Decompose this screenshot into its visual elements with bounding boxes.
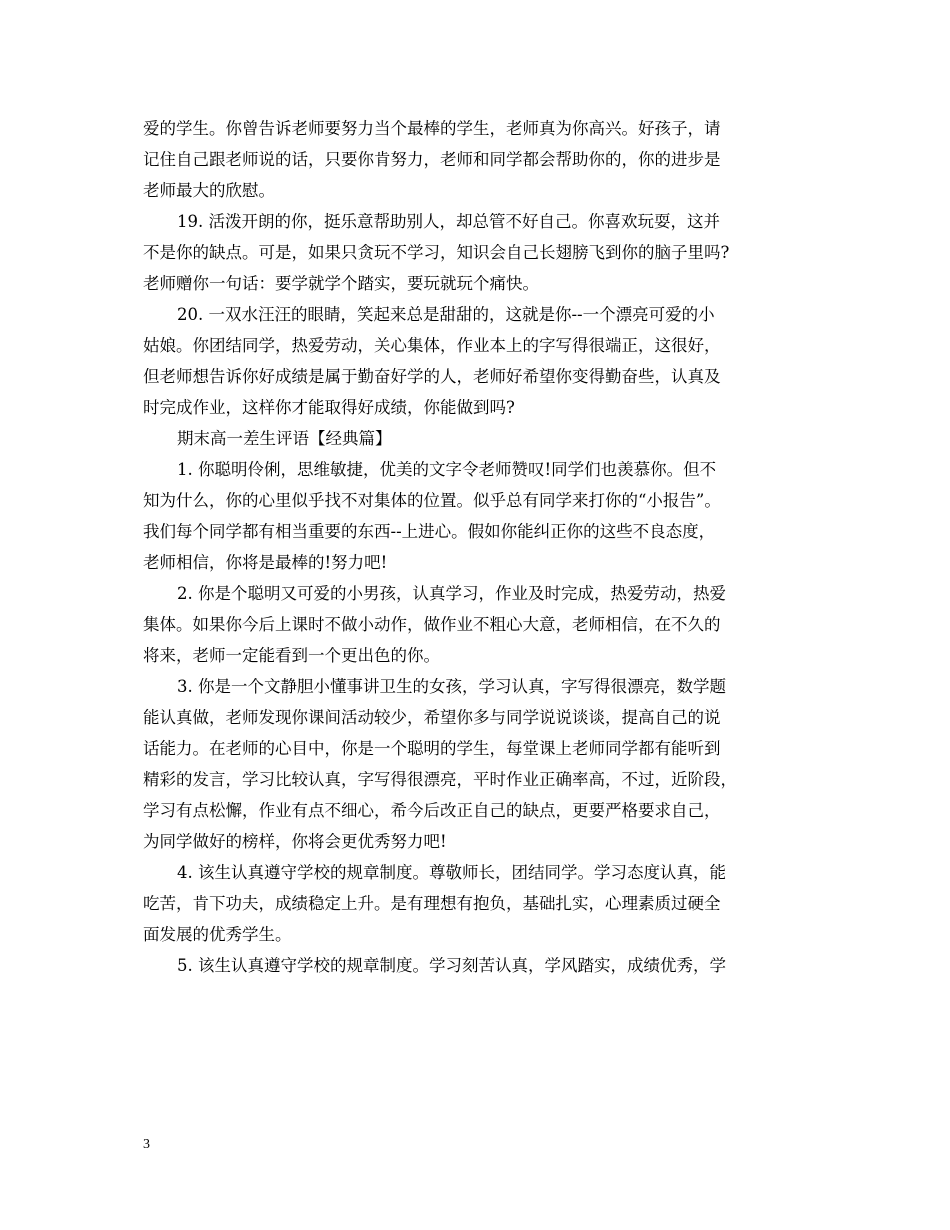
text-line: 2. 你是个聪明又可爱的小男孩，认真学习，作业及时完成，热爱劳动，热爱 bbox=[177, 584, 726, 603]
page-number: 3 bbox=[143, 1137, 150, 1152]
text-line: 不是你的缺点。可是，如果只贪玩不学习，知识会自己长翅膀飞到你的脑子里吗? bbox=[143, 243, 730, 262]
text-line: 精彩的发言，学习比较认真，字写得很漂亮，平时作业正确率高，不过，近阶段， bbox=[143, 770, 737, 789]
text-line: 姑娘。你团结同学，热爱劳动，关心集体，作业本上的字写得很端正，这很好， bbox=[143, 336, 721, 355]
text-line: 将来，老师一定能看到一个更出色的你。 bbox=[143, 646, 440, 665]
text-line: 爱的学生。你曾告诉老师要努力当个最棒的学生，老师真为你高兴。好孩子，请 bbox=[143, 119, 721, 138]
text-line: 为同学做好的榜样，你将会更优秀努力吧! bbox=[143, 832, 447, 851]
text-line: 老师相信，你将是最棒的!努力吧! bbox=[143, 553, 388, 572]
text-line: 集体。如果你今后上课时不做小动作，做作业不粗心大意，老师相信，在不久的 bbox=[143, 615, 721, 634]
text-line: 1. 你聪明伶俐，思维敏捷，优美的文字令老师赞叹!同学们也羡慕你。但不 bbox=[177, 460, 717, 479]
text-line: 20. 一双水汪汪的眼睛，笑起来总是甜甜的，这就是你--一个漂亮可爱的小 bbox=[177, 305, 715, 324]
text-line: 3. 你是一个文静胆小懂事讲卫生的女孩，学习认真，字写得很漂亮，数学题 bbox=[177, 677, 726, 696]
text-line: 话能力。在老师的心目中，你是一个聪明的学生，每堂课上老师同学都有能听到 bbox=[143, 739, 721, 758]
text-line: 知为什么，你的心里似乎找不对集体的位置。似乎总有同学来打你的“小报告”。 bbox=[143, 491, 721, 510]
text-line: 记住自己跟老师说的话，只要你肯努力，老师和同学都会帮助你的，你的进步是 bbox=[143, 150, 721, 169]
text-line: 老师赠你一句话：要学就学个踏实，要玩就玩个痛快。 bbox=[143, 274, 539, 293]
text-line: 5. 该生认真遵守学校的规章制度。学习刻苦认真，学风踏实，成绩优秀，学 bbox=[177, 956, 726, 975]
text-line: 19. 活泼开朗的你，挺乐意帮助别人，却总管不好自己。你喜欢玩耍，这并 bbox=[177, 212, 720, 231]
text-line: 学习有点松懈，作业有点不细心，希今后改正自己的缺点，更要严格要求自己， bbox=[143, 801, 721, 820]
text-line: 吃苦，肯下功夫，成绩稳定上升。是有理想有抱负，基础扎实，心理素质过硬全 bbox=[143, 894, 721, 913]
text-line: 我们每个同学都有相当重要的东西--上进心。假如你能纠正你的这些不良态度， bbox=[143, 522, 716, 541]
text-line: 时完成作业，这样你才能取得好成绩，你能做到吗? bbox=[143, 398, 515, 417]
text-line: 期末高一差生评语【经典篇】 bbox=[177, 429, 392, 448]
text-line: 老师最大的欣慰。 bbox=[143, 181, 275, 200]
text-line: 能认真做，老师发现你课间活动较少，希望你多与同学说说谈谈，提高自己的说 bbox=[143, 708, 721, 727]
document-body bbox=[143, 113, 811, 981]
text-line: 但老师想告诉你好成绩是属于勤奋好学的人，老师好希望你变得勤奋些，认真及 bbox=[143, 367, 721, 386]
text-line: 面发展的优秀学生。 bbox=[143, 925, 292, 944]
text-line: 4. 该生认真遵守学校的规章制度。尊敬师长，团结同学。学习态度认真，能 bbox=[177, 863, 726, 882]
